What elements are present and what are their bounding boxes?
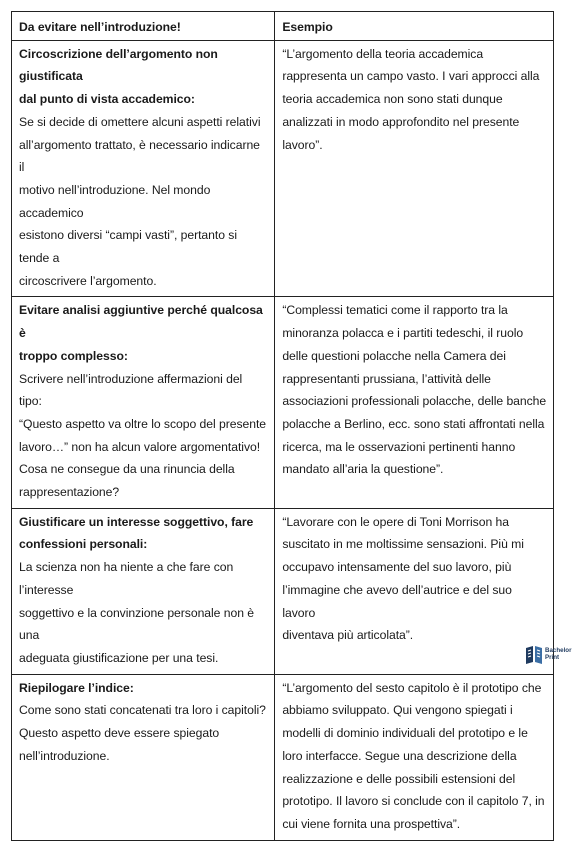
avoid-body-line: all’argomento trattato, è necessario indicarne il: [19, 137, 260, 175]
header-avoid: Da evitare nell’introduzione!: [12, 12, 275, 41]
example-line: “L’argomento della teoria accademica: [282, 46, 484, 61]
example-cell: [275, 508, 554, 674]
avoid-body-line: circoscrivere l’argomento.: [19, 273, 157, 288]
avoid-body-line: “Questo aspetto va oltre lo scopo del presente: [19, 416, 267, 431]
example-line: teoria accademica non sono stati dunque: [282, 92, 503, 107]
avoid-body-line: La scienza non ha niente a che fare con l’interesse: [19, 560, 234, 597]
table-row: [12, 674, 554, 840]
header-example: Esempio: [275, 12, 554, 41]
example-line: realizzazione e delle possibili estensioni del: [282, 771, 516, 786]
logo-text: [545, 648, 571, 661]
example-line: polacche a Berlino, ecc. sono stati affrontati nella: [282, 416, 545, 431]
table-row: [12, 40, 554, 297]
table-row: [12, 297, 554, 508]
avoid-title-line: Evitare analisi aggiuntive perché qualcosa è: [19, 303, 263, 341]
example-line: associazioni professionali polacche, delle banche: [282, 394, 547, 409]
example-line: “Lavorare con le opere di Toni Morrison ha: [282, 514, 509, 529]
avoid-body-line: Come sono stati concatenati tra loro i capitoli?: [19, 703, 266, 718]
avoid-body-line: Se si decide di omettere alcuni aspetti relativi: [19, 114, 261, 129]
example-line: modelli di dominio individuali del prototipo e le: [282, 726, 528, 741]
avoid-body-line: Cosa ne consegue da una rinuncia della: [19, 462, 235, 477]
avoid-title-line: Riepilogare l’indice:: [19, 680, 134, 695]
example-line: cui viene fornita una prospettiva”.: [282, 816, 461, 831]
example-cell: [275, 297, 554, 508]
comparison-table: [11, 11, 554, 841]
avoid-title-line: troppo complesso:: [19, 348, 128, 363]
logo-text-line1: Bachelor: [545, 647, 572, 654]
avoid-body-line: lavoro…” non ha alcun valore argomentativo!: [19, 439, 261, 454]
example-line: rappresenta un campo vasto. I vari approcci alla: [282, 69, 540, 84]
avoid-cell: [12, 297, 275, 508]
example-line: diventava più articolata”.: [282, 628, 414, 643]
avoid-title-line: dal punto di vista accademico:: [19, 92, 195, 107]
avoid-body-line: soggettivo e la convinzione personale non è una: [19, 605, 254, 643]
example-line: l’immagine che avevo dell’autrice e del suo lavoro: [282, 582, 512, 620]
avoid-title-line: Circoscrizione dell’argomento non giustificata: [19, 46, 218, 84]
example-line: “L’argomento del sesto capitolo è il prototipo che: [282, 680, 542, 695]
example-line: mandato all’aria la questione”.: [282, 462, 444, 477]
avoid-body-line: Questo aspetto deve essere spiegato: [19, 726, 220, 741]
avoid-cell: [12, 508, 275, 674]
example-line: delle questioni polacche nella Camera dei: [282, 348, 506, 363]
avoid-body-line: motivo nell’introduzione. Nel mondo accademico: [19, 182, 211, 220]
example-line: ricerca, ma le osservazioni pertinenti hanno: [282, 439, 516, 454]
avoid-title-line: Giustificare un interesse soggettivo, fare: [19, 514, 254, 529]
example-line: analizzati in modo approfondito nel presente: [282, 114, 520, 129]
example-cell: [275, 674, 554, 840]
example-line: abbiamo sviluppato. Qui vengono spiegati i: [282, 703, 513, 718]
avoid-body-line: adeguata giustificazione per una tesi.: [19, 650, 219, 665]
book-logo-icon: [525, 645, 543, 665]
avoid-cell: [12, 674, 275, 840]
example-line: lavoro”.: [282, 137, 323, 152]
avoid-body-line: Scrivere nell’introduzione affermazioni del tipo:: [19, 371, 243, 409]
example-line: occupavo intensamente del suo lavoro, più: [282, 560, 512, 575]
logo-text-line2: Print: [545, 653, 560, 661]
avoid-body-line: esistono diversi “campi vasti”, pertanto si tende a: [19, 228, 237, 266]
example-line: suscitato in me moltissime sensazioni. Più mi: [282, 537, 524, 552]
table-row: [12, 508, 554, 674]
avoid-title-line: confessioni personali:: [19, 537, 148, 552]
example-line: rappresentanti prussiana, l’attività delle: [282, 371, 491, 386]
example-line: minoranza polacca e i partiti tedeschi, il ruolo: [282, 326, 524, 341]
avoid-cell: [12, 40, 275, 297]
table-header-row: [12, 12, 554, 41]
avoid-body-line: rappresentazione?: [19, 485, 120, 500]
example-line: loro interfacce. Segue una descrizione della: [282, 748, 517, 763]
example-cell: [275, 40, 554, 297]
avoid-body-line: nell’introduzione.: [19, 748, 110, 763]
example-line: “Complessi tematici come il rapporto tra la: [282, 303, 508, 318]
example-line: prototipo. Il lavoro si conclude con il capitolo 7, in: [282, 794, 545, 809]
bachelorprint-logo: [525, 645, 571, 665]
